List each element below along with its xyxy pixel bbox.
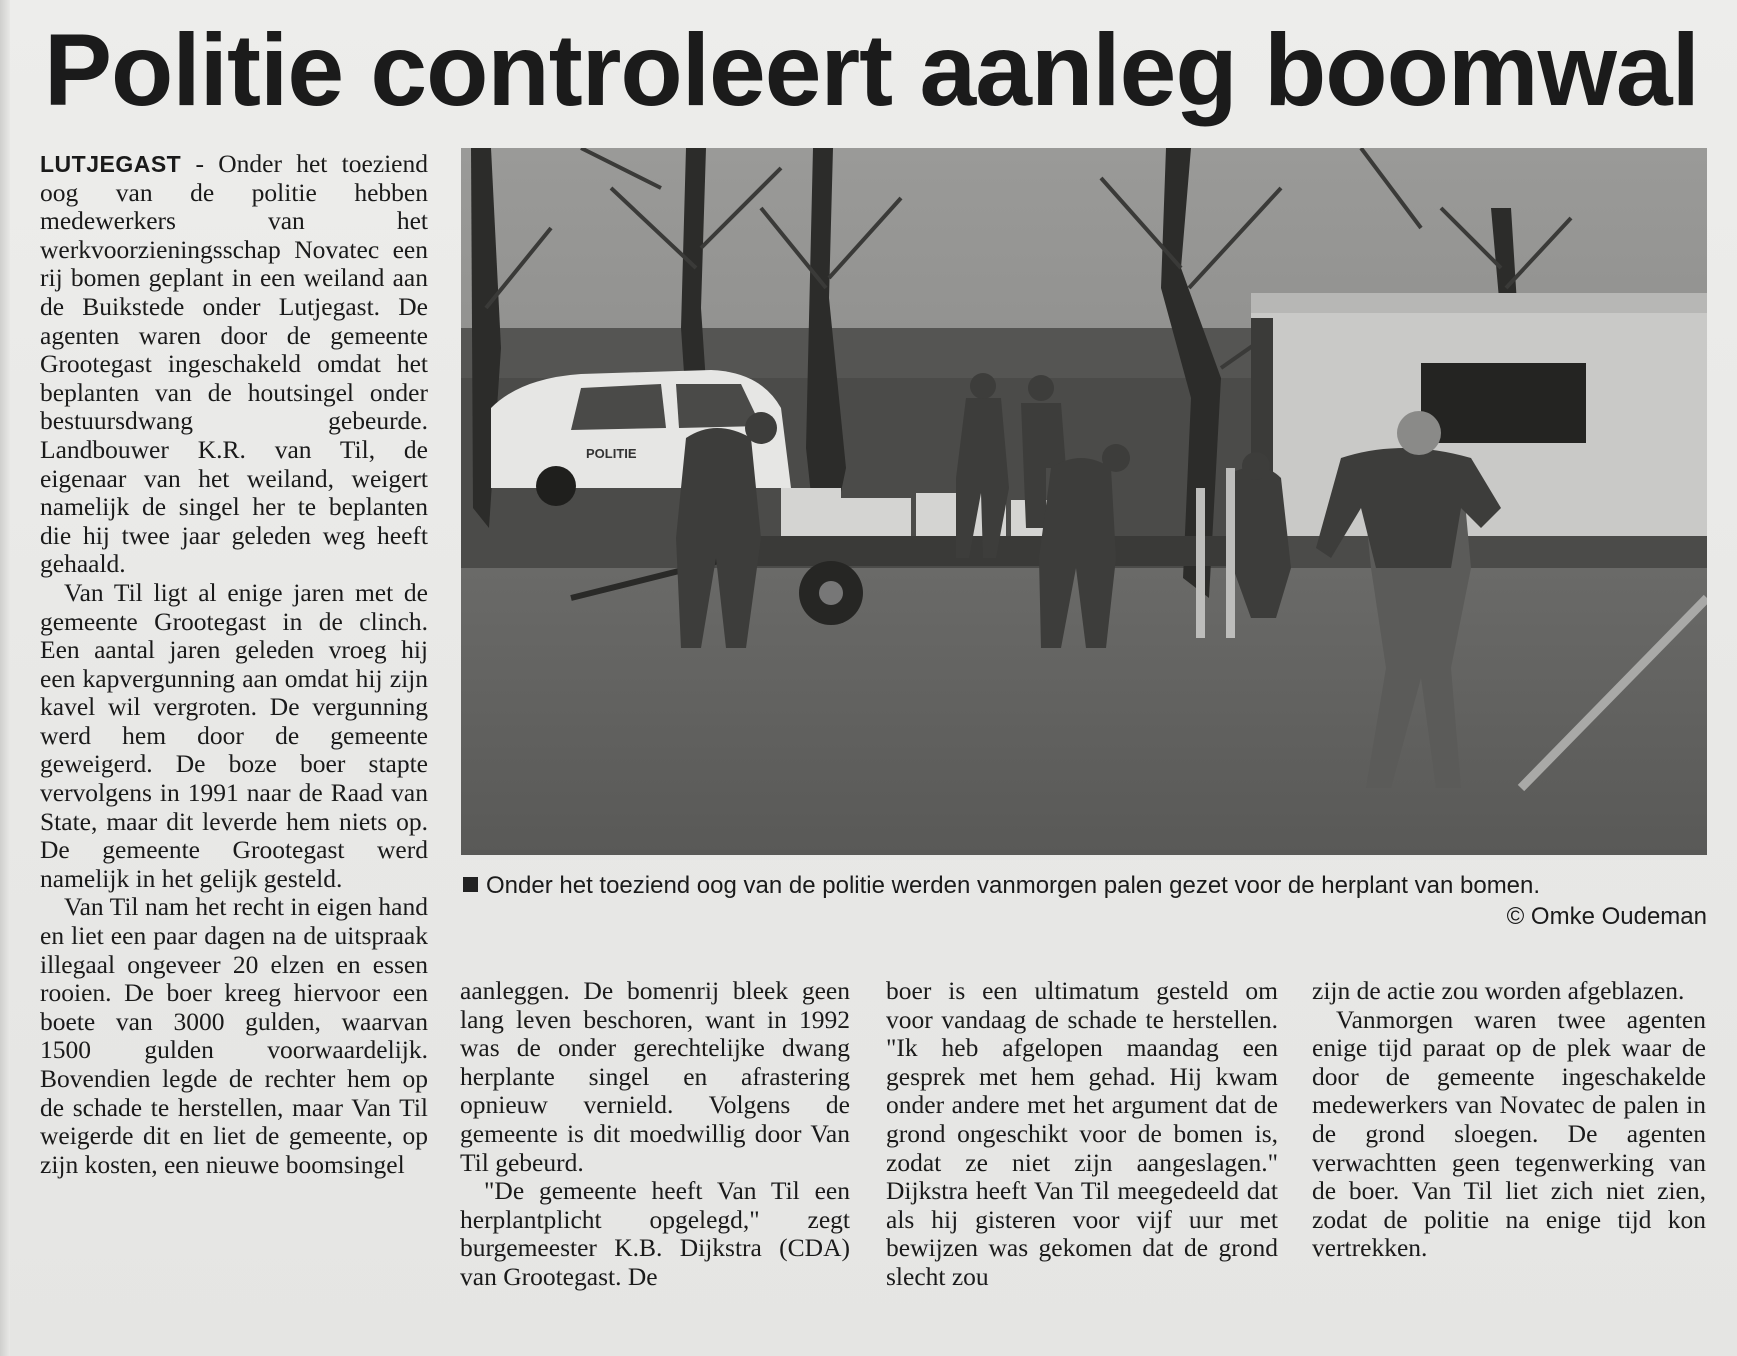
paragraph-2: Van Til ligt al enige jaren met de gemeente Grootegast in de clinch. Een aantal jaren geleden vroeg hij een kapvergunning aan omdat hij zijn kavel wil vergroten. De vergunning werd hem door de gemeente geweigerd. De boze boer stapte vervolgens in 1991 naar de Raad van State, maar dit leverde hem niets op. De gemeente Grootegast werd namelijk in het gelijk gesteld. xyxy=(40,577,428,893)
police-car-label: POLITIE xyxy=(586,446,637,461)
paragraph-4-part-3: zijn de actie zou worden afgeblazen. xyxy=(1312,976,1685,1005)
lead-text: - Onder het toeziend oog van de politie hebben medewerkers van het werkvoorzieningsschap Novatec een rij bomen geplant in een weiland aan de Buikstede onder Lutjegast. De agenten waren door de gemeente Grootegast ingeschakeld omdat het beplanten van de houtsingel onder bestuursdwang gebeurde. Landbouwer K.R. van Til, de eigenaar van het weiland, weigert namelijk de singel her te beplanten die hij twee jaar geleden weg heeft gehaald. xyxy=(40,149,428,579)
paragraph-4-part-1: "De gemeente heeft Van Til een herplantplicht opgelegd," zegt burgemeester K.B. Dijkstra (CDA) van Grootegast. De xyxy=(460,1176,850,1291)
article-column-3 xyxy=(886,977,1278,1292)
caption-text: Onder het toeziend oog van de politie werden vanmorgen palen gezet voor de herplant van bomen. xyxy=(486,872,1541,899)
photo-caption xyxy=(463,872,1709,900)
scan-edge xyxy=(0,0,10,1356)
paragraph-5: Vanmorgen waren twee agenten enige tijd paraat op de plek waar de door de gemeente ingeschakelde medewerkers van Novatec de palen in de grond sloegen. De agenten verwachtten geen tegenwerking van de boer. Van Til liet zich niet zien, zodat de politie na enige tijd kon vertrekken. xyxy=(1312,1004,1706,1263)
photo-credit: © Omke Oudeman xyxy=(1506,903,1707,930)
article-column-4 xyxy=(1312,977,1706,1263)
paragraph-3-part-1: Van Til nam het recht in eigen hand en liet een paar dagen na de uitspraak illegaal ongeveer 20 elzen en essen rooien. De boer kreeg hiervoor een boete van 3000 gulden, waarvan 1500 gulden voorwaardelijk. Bovendien legde de rechter hem op de schade te herstellen, maar Van Til weigerde dit en liet de gemeente, op zijn kosten, een nieuwe boomsingel xyxy=(40,892,428,1179)
lead-paragraph xyxy=(40,150,428,579)
article-column-1 xyxy=(40,150,428,1179)
dateline: LUTJEGAST xyxy=(40,151,182,177)
headline: Politie controleert aanleg boomwal xyxy=(44,13,1699,127)
article-column-2 xyxy=(460,977,850,1292)
news-photo xyxy=(461,148,1707,855)
caption-marker xyxy=(463,877,478,892)
paragraph-3-part-2: aanleggen. De bomenrij bleek geen lang leven beschoren, want in 1992 was de onder gerechtelijke dwang herplante singel en afrastering opnieuw vernield. Volgens de gemeente is dit moedwillig door Van Til gebeurd. xyxy=(460,976,850,1177)
paragraph-4-part-2: boer is een ultimatum gesteld om voor vandaag de schade te herstellen. "Ik heb afgelopen maandag een gesprek met hem gehad. Hij kwam onder andere met het argument dat de grond ongeschikt voor de bomen is, zodat ze niet zijn aangeslagen." Dijkstra heeft Van Til meegedeeld dat als hij gisteren voor vijf uur met bewijzen was gekomen dat de grond slecht zou xyxy=(886,976,1278,1291)
